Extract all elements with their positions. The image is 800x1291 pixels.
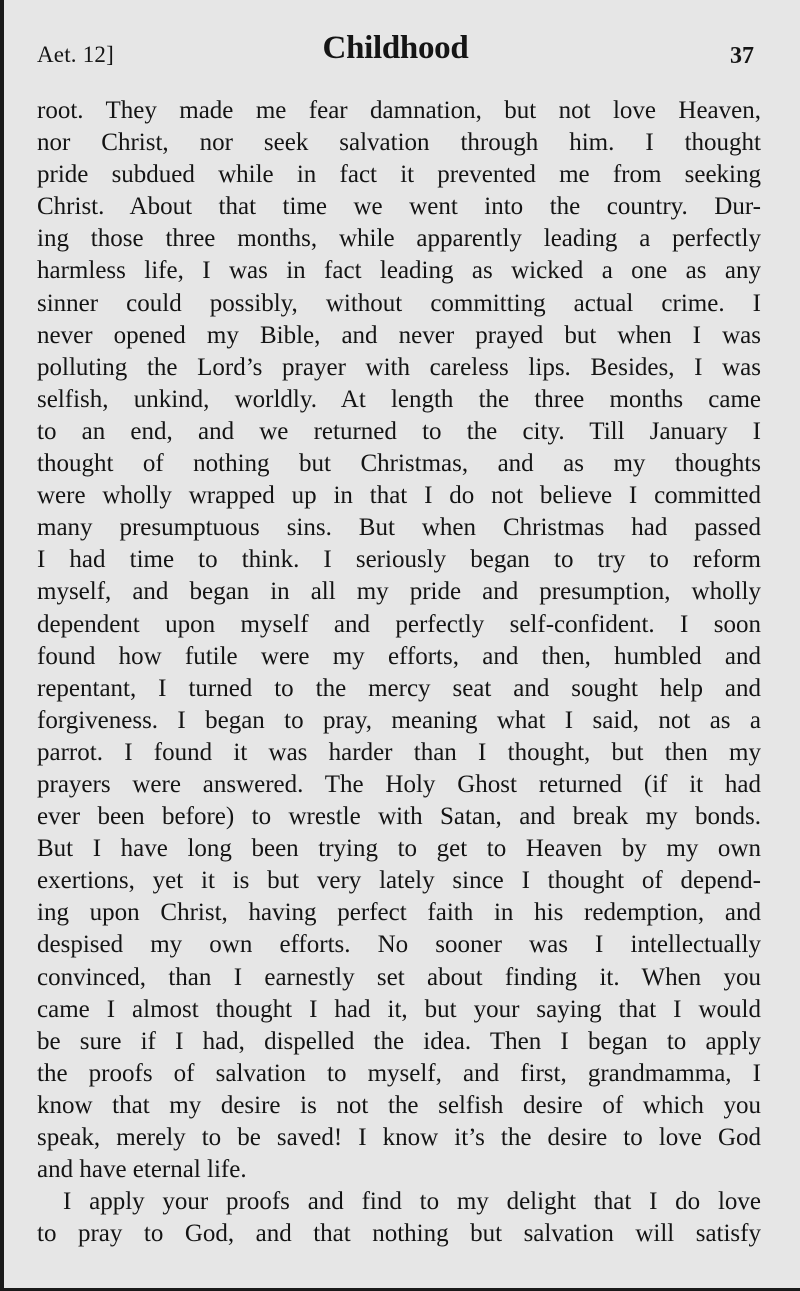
- text-line: the proofs of salvation to myself, and first, grandmamma, I: [37, 1059, 761, 1087]
- text-line: be sure if I had, dispelled the idea. Then I began to apply: [37, 1027, 761, 1055]
- text-line: to an end, and we returned to the city. Till January I: [37, 417, 761, 445]
- text-line: many presumptuous sins. But when Christmas had passed: [37, 514, 761, 542]
- text-line: ing those three months, while apparently leading a perfectly: [37, 225, 761, 253]
- text-line: despised my own efforts. No sooner was I intellectually: [37, 931, 761, 959]
- text-line: Christ. About that time we went into the country. Dur-: [37, 193, 761, 221]
- page-number: 37: [730, 43, 754, 69]
- book-page: [4, 0, 800, 1288]
- text-line: harmless life, I was in fact leading as wicked a one as any: [37, 257, 761, 285]
- text-line: exertions, yet it is but very lately since I thought of depend-: [37, 867, 761, 895]
- text-line: and have eternal life.: [37, 1156, 247, 1184]
- text-line: never opened my Bible, and never prayed but when I was: [37, 321, 761, 349]
- text-line: polluting the Lord’s prayer with careless lips. Besides, I was: [37, 353, 761, 381]
- text-line: root. They made me fear damnation, but not love Heaven,: [37, 97, 761, 124]
- text-line: myself, and began in all my pride and presumption, wholly: [37, 578, 761, 606]
- text-line: selfish, unkind, worldly. At length the three months came: [37, 385, 761, 413]
- text-line: But I have long been trying to get to Heaven by my own: [37, 835, 761, 863]
- text-line: pride subdued while in fact it prevented me from seeking: [37, 161, 761, 189]
- text-line: ing upon Christ, having perfect faith in his redemption, and: [37, 899, 761, 927]
- text-line: speak, merely to be saved! I know it’s the desire to love God: [37, 1124, 761, 1151]
- text-line: forgiveness. I began to pray, meaning what I said, not as a: [37, 706, 761, 734]
- text-line: know that my desire is not the selfish desire of which you: [37, 1091, 761, 1119]
- text-line: ever been before) to wrestle with Satan, and break my bonds.: [37, 803, 761, 831]
- text-line: dependent upon myself and perfectly self-confident. I soon: [37, 610, 761, 638]
- text-line: to pray to God, and that nothing but salvation will satisfy: [37, 1220, 761, 1248]
- text-line: prayers were answered. The Holy Ghost returned (if it had: [37, 770, 761, 798]
- text-line: I apply your proofs and find to my delight that I do love: [63, 1188, 761, 1216]
- chapter-title: Childhood: [322, 30, 469, 66]
- text-line: convinced, than I earnestly set about finding it. When you: [37, 963, 761, 991]
- text-line: nor Christ, nor seek salvation through him. I thought: [37, 129, 761, 157]
- text-line: came I almost thought I had it, but your saying that I would: [37, 995, 761, 1023]
- text-line: sinner could possibly, without committing actual crime. I: [37, 289, 761, 317]
- text-line: parrot. I found it was harder than I thought, but then my: [37, 738, 761, 766]
- text-line: found how futile were my efforts, and then, humbled and: [37, 642, 761, 670]
- body-text: [37, 95, 761, 1250]
- text-line: were wholly wrapped up in that I do not believe I committed: [37, 482, 761, 510]
- text-line: thought of nothing but Christmas, and as my thoughts: [37, 450, 761, 478]
- page-header: [37, 26, 754, 76]
- text-line: repentant, I turned to the mercy seat and sought help and: [37, 674, 761, 702]
- running-head: Aet. 12]: [37, 42, 114, 67]
- text-line: I had time to think. I seriously began to try to reform: [37, 546, 761, 574]
